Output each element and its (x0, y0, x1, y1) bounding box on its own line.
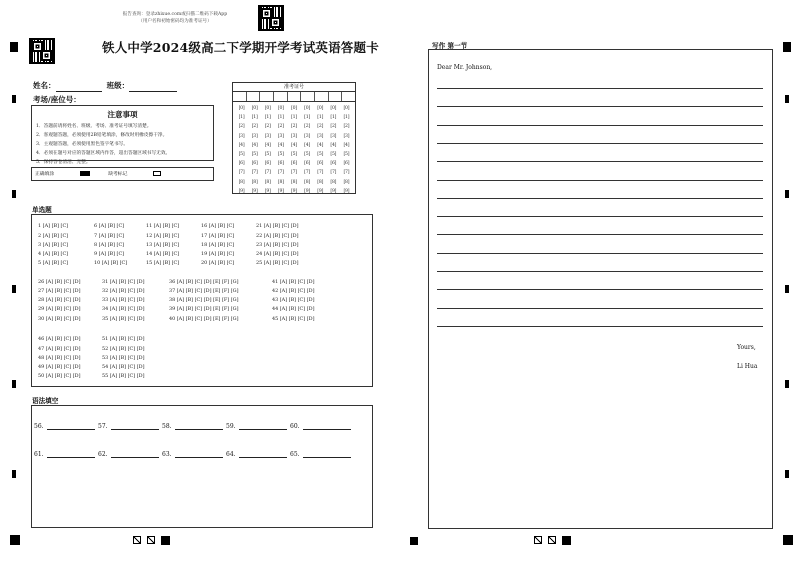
report-notice-line1: 报告查询：登录zhixue.com或扫描二维码下载App (122, 12, 228, 17)
mc-question[interactable]: 28 [A] [B] [C] [D] (38, 297, 81, 303)
gap-question-number: 57. (98, 423, 108, 430)
mc-question[interactable]: 22 [A] [B] [C] [D] (256, 233, 299, 239)
ticket-digit-bubble[interactable]: [0] (264, 106, 271, 111)
letter-closing: Yours, (737, 344, 756, 351)
writing-line[interactable] (437, 161, 763, 162)
ticket-digit-bubble[interactable]: [5] (291, 152, 297, 158)
absent-mark-label: 缺考标记 (108, 172, 128, 177)
mc-question[interactable]: 54 [A] [B] [C] [D] (102, 364, 145, 370)
ticket-digit-column[interactable] (248, 104, 261, 196)
ticket-digit-column[interactable] (235, 104, 248, 196)
writing-line[interactable] (437, 180, 763, 181)
ticket-digit-bubble[interactable]: [6] (317, 161, 324, 167)
ticket-digit-bubble[interactable]: [7] (251, 170, 258, 176)
ticket-digit-bubble[interactable]: [1] (304, 115, 311, 121)
ticket-digit-bubble[interactable]: [8] (264, 179, 271, 185)
gap-question-number: 59. (226, 423, 236, 430)
gap-question (34, 451, 95, 458)
registration-mark (785, 380, 789, 388)
gap-question (226, 423, 287, 430)
ticket-digit-bubble[interactable]: [7] (238, 170, 245, 176)
ticket-digit-bubble[interactable]: [5] (264, 152, 271, 158)
ticket-digit-bubble[interactable]: [3] (264, 133, 271, 139)
mc-question[interactable]: 26 [A] [B] [C] [D] (38, 279, 81, 285)
mc-question[interactable]: 13 [A] [B] [C] (146, 242, 180, 248)
gap-question-number: 65. (290, 451, 300, 458)
mc-question[interactable]: 11 [A] [B] [C] (146, 223, 180, 229)
student-qr-code-icon (29, 38, 55, 64)
mc-answer-box (31, 214, 373, 387)
ticket-digit-bubble[interactable]: [9] (291, 188, 297, 194)
ticket-digit-bubble[interactable]: [3] (343, 133, 350, 139)
mc-question[interactable]: 3 [A] [B] [C] (38, 242, 69, 248)
ticket-digit-bubble[interactable]: [9] (277, 188, 284, 194)
ticket-digit-bubble[interactable]: [4] (264, 142, 271, 148)
mc-question[interactable]: 30 [A] [B] [C] [D] (38, 316, 81, 322)
ticket-digit-bubble[interactable]: [9] (238, 188, 245, 194)
ticket-digit-bubble[interactable]: [7] (291, 170, 297, 176)
ticket-digit-column[interactable] (340, 104, 353, 196)
mc-question[interactable]: 44 [A] [B] [C] [D] (272, 306, 315, 312)
writing-line[interactable] (437, 88, 763, 89)
instruction-item: 2．客观题答题，必须使用2B铅笔填涂，修改时用橡皮擦干净。 (36, 133, 168, 138)
mc-question[interactable]: 12 [A] [B] [C] (146, 233, 180, 239)
ticket-digit-bubble[interactable]: [5] (238, 152, 245, 158)
ticket-digit-bubble[interactable]: [6] (264, 161, 271, 167)
mc-question[interactable]: 15 [A] [B] [C] (146, 260, 180, 266)
ticket-digit-column[interactable] (301, 104, 314, 196)
registration-mark (12, 95, 16, 103)
ticket-digit-bubble[interactable]: [1] (238, 115, 245, 121)
ticket-digit-bubble[interactable]: [5] (251, 152, 258, 158)
gap-answer-box (31, 405, 373, 528)
ticket-digit-bubble[interactable]: [1] (291, 115, 297, 121)
ticket-digit-bubble[interactable]: [2] (238, 124, 245, 130)
ticket-digit-bubble[interactable]: [4] (330, 142, 337, 148)
ticket-digit-bubble[interactable]: [8] (330, 179, 337, 185)
mc-question[interactable]: 8 [A] [B] [C] (94, 242, 125, 248)
ticket-digit-bubble[interactable]: [0] (277, 106, 284, 111)
gap-answer-line[interactable] (239, 423, 287, 430)
ticket-digit-bubble[interactable]: [8] (343, 179, 350, 185)
ticket-digit-bubble[interactable]: [2] (317, 124, 324, 130)
ticket-digit-bubble[interactable]: [0] (291, 106, 297, 111)
ticket-digit-bubble[interactable]: [0] (330, 106, 337, 111)
instruction-item: 3．主观题答题，必须使用黑色签字笔书写。 (36, 142, 129, 147)
mc-question[interactable]: 45 [A] [B] [C] [D] (272, 316, 315, 322)
gap-question-number: 56. (34, 423, 44, 430)
ticket-number-label: 准考证号 (233, 83, 355, 92)
instructions-box (31, 105, 214, 165)
ticket-number-write-row[interactable] (233, 92, 355, 102)
mc-question[interactable]: 53 [A] [B] [C] [D] (102, 355, 145, 361)
writing-answer-box[interactable] (428, 49, 773, 529)
mc-question[interactable]: 40 [A] [B] [C] [D] [E] [F] [G] (169, 316, 239, 322)
ticket-digit-bubble[interactable]: [1] (330, 115, 337, 121)
mc-question[interactable]: 29 [A] [B] [C] [D] (38, 306, 81, 312)
page-code-mark (534, 536, 542, 544)
ticket-digit-bubble[interactable]: [2] (291, 124, 297, 130)
mc-question[interactable]: 17 [A] [B] [C] (201, 233, 235, 239)
mc-question[interactable]: 1 [A] [B] [C] (38, 223, 69, 229)
ticket-digit-bubble[interactable]: [3] (238, 133, 245, 139)
ticket-digit-bubble[interactable]: [6] (330, 161, 337, 167)
ticket-digit-bubble[interactable]: [3] (330, 133, 337, 139)
mc-question[interactable]: 10 [A] [B] [C] (94, 260, 128, 266)
writing-line[interactable] (437, 143, 763, 144)
ticket-digit-bubble[interactable]: [4] (317, 142, 324, 148)
mc-question[interactable]: 55 [A] [B] [C] [D] (102, 373, 145, 379)
gap-question-number: 60. (290, 423, 300, 430)
mc-question[interactable]: 37 [A] [B] [C] [D] [E] [F] [G] (169, 288, 239, 294)
mc-question[interactable]: 14 [A] [B] [C] (146, 251, 180, 257)
mc-question[interactable]: 34 [A] [B] [C] [D] (102, 306, 145, 312)
gap-answer-line[interactable] (47, 423, 95, 430)
ticket-digit-bubble[interactable]: [1] (343, 115, 350, 121)
ticket-digit-bubble[interactable]: [8] (251, 179, 258, 185)
mc-question[interactable]: 41 [A] [B] [C] [D] (272, 279, 315, 285)
instruction-item: 1．答题前请将姓名、班级、考场、准考证号填写清楚。 (36, 124, 152, 129)
ticket-digit-bubble[interactable]: [6] (304, 161, 311, 167)
page-title: 铁人中学2024级高二下学期开学考试英语答题卡 (102, 40, 379, 55)
gap-section-title: 语法填空 (32, 397, 59, 405)
ticket-digit-bubble[interactable]: [8] (304, 179, 311, 185)
mc-question[interactable]: 4 [A] [B] [C] (38, 251, 69, 257)
ticket-digit-bubble[interactable]: [7] (264, 170, 271, 176)
writing-line[interactable] (437, 271, 763, 272)
ticket-digit-column[interactable] (274, 104, 287, 196)
ticket-digit-bubble[interactable]: [3] (291, 133, 297, 139)
ticket-digit-bubble[interactable]: [2] (343, 124, 350, 130)
ticket-digit-bubble[interactable]: [3] (317, 133, 324, 139)
ticket-digit-bubble[interactable]: [6] (238, 161, 245, 167)
gap-question-number: 62. (98, 451, 108, 458)
writing-line[interactable] (437, 289, 763, 290)
mc-question[interactable]: 31 [A] [B] [C] [D] (102, 279, 145, 285)
class-label: 班级： (106, 81, 130, 90)
registration-mark (12, 285, 16, 293)
gap-question (290, 423, 351, 430)
mc-question[interactable]: 18 [A] [B] [C] (201, 242, 235, 248)
registration-mark (10, 42, 18, 52)
registration-mark (12, 190, 16, 198)
page-code-mark (562, 536, 571, 545)
ticket-digit-bubble[interactable]: [6] (251, 161, 258, 167)
ticket-digit-bubble[interactable]: [3] (251, 133, 258, 139)
ticket-digit-bubble[interactable]: [1] (277, 115, 284, 121)
ticket-digit-bubble[interactable]: [2] (304, 124, 311, 130)
ticket-digit-bubble[interactable]: [7] (330, 170, 337, 176)
ticket-digit-bubble[interactable]: [8] (277, 179, 284, 185)
gap-question-number: 58. (162, 423, 172, 430)
mc-question[interactable]: 50 [A] [B] [C] [D] (38, 373, 81, 379)
writing-section-title: 写作 第一节 (432, 42, 468, 50)
page-code-mark (147, 536, 155, 544)
ticket-digit-bubble[interactable]: [6] (343, 161, 350, 167)
mc-question[interactable]: 5 [A] [B] [C] (38, 260, 69, 266)
registration-mark (12, 380, 16, 388)
registration-mark (783, 535, 793, 545)
registration-mark (410, 537, 418, 545)
ticket-digit-bubble[interactable]: [4] (343, 142, 350, 148)
gap-question (162, 423, 223, 430)
gap-question (162, 451, 223, 458)
report-notice-line2: （用户名和初始密码均为准考证号） (138, 19, 212, 24)
ticket-digit-bubble[interactable]: [7] (343, 170, 350, 176)
writing-line[interactable] (437, 253, 763, 254)
ticket-digit-bubble[interactable]: [9] (317, 188, 324, 194)
ticket-digit-bubble[interactable]: [6] (291, 161, 297, 167)
ticket-digit-bubble[interactable]: [2] (251, 124, 258, 130)
registration-mark (785, 95, 789, 103)
ticket-digit-bubble[interactable]: [7] (277, 170, 284, 176)
letter-signature: Li Hua (737, 363, 758, 370)
ticket-digit-bubble[interactable]: [9] (251, 188, 258, 194)
writing-line[interactable] (437, 234, 763, 235)
mc-question[interactable]: 49 [A] [B] [C] [D] (38, 364, 81, 370)
ticket-number-grid (232, 82, 356, 194)
registration-mark (785, 190, 789, 198)
mc-question[interactable]: 47 [A] [B] [C] [D] (38, 346, 81, 352)
ticket-digit-column[interactable] (327, 104, 340, 196)
gap-question (34, 423, 95, 430)
mc-question[interactable]: 27 [A] [B] [C] [D] (38, 288, 81, 294)
ticket-bubble-columns[interactable] (233, 102, 355, 196)
ticket-digit-bubble[interactable]: [5] (277, 152, 284, 158)
registration-mark (10, 535, 20, 545)
mc-question[interactable]: 25 [A] [B] [C] [D] (256, 260, 299, 266)
ticket-digit-bubble[interactable]: [4] (251, 142, 258, 148)
instructions-title: 注意事项 (107, 110, 138, 119)
mc-question[interactable]: 51 [A] [B] [C] [D] (102, 336, 145, 342)
mc-question[interactable]: 2 [A] [B] [C] (38, 233, 69, 239)
ticket-digit-bubble[interactable]: [2] (277, 124, 284, 130)
mc-question[interactable]: 7 [A] [B] [C] (94, 233, 125, 239)
mc-question[interactable]: 43 [A] [B] [C] [D] (272, 297, 315, 303)
ticket-digit-bubble[interactable]: [2] (264, 124, 271, 130)
ticket-digit-bubble[interactable]: [8] (291, 179, 297, 185)
mc-question[interactable]: 9 [A] [B] [C] (94, 251, 125, 257)
ticket-digit-bubble[interactable]: [5] (317, 152, 324, 158)
app-qr-code-icon (258, 5, 284, 31)
registration-mark (783, 42, 791, 52)
ticket-digit-bubble[interactable]: [0] (317, 106, 324, 111)
mc-question[interactable]: 33 [A] [B] [C] [D] (102, 297, 145, 303)
gap-question-number: 63. (162, 451, 172, 458)
ticket-digit-bubble[interactable]: [0] (343, 106, 350, 111)
ticket-digit-bubble[interactable]: [9] (304, 188, 311, 194)
mc-question[interactable]: 32 [A] [B] [C] [D] (102, 288, 145, 294)
mc-question[interactable]: 21 [A] [B] [C] [D] (256, 223, 299, 229)
writing-line[interactable] (437, 106, 763, 107)
page-code-mark (548, 536, 556, 544)
registration-mark (785, 285, 789, 293)
marking-legend (31, 167, 214, 181)
registration-mark (785, 470, 789, 478)
mc-question[interactable]: 52 [A] [B] [C] [D] (102, 346, 145, 352)
mc-question[interactable]: 24 [A] [B] [C] [D] (256, 251, 299, 257)
gap-question (98, 423, 159, 430)
gap-answer-line[interactable] (175, 451, 223, 458)
ticket-digit-bubble[interactable]: [0] (251, 106, 258, 111)
mc-question[interactable]: 6 [A] [B] [C] (94, 223, 125, 229)
ticket-digit-bubble[interactable]: [4] (304, 142, 311, 148)
registration-mark (12, 470, 16, 478)
gap-question-number: 61. (34, 451, 44, 458)
ticket-digit-bubble[interactable]: [5] (304, 152, 311, 158)
room-seat-row (33, 87, 141, 106)
gap-answer-line[interactable] (47, 451, 95, 458)
mc-question[interactable]: 23 [A] [B] [C] [D] (256, 242, 299, 248)
ticket-digit-bubble[interactable]: [9] (264, 188, 271, 194)
gap-answer-line[interactable] (303, 423, 351, 430)
correct-fill-label: 正确填涂 (35, 172, 55, 177)
mc-question[interactable]: 20 [A] [B] [C] (201, 260, 235, 266)
gap-question (226, 451, 287, 458)
ticket-digit-bubble[interactable]: [0] (238, 106, 245, 111)
ticket-digit-bubble[interactable]: [3] (304, 133, 311, 139)
gap-question-number: 64. (226, 451, 236, 458)
mc-question[interactable]: 35 [A] [B] [C] [D] (102, 316, 145, 322)
letter-greeting: Dear Mr. Johnson, (437, 64, 493, 71)
gap-answer-line[interactable] (303, 451, 351, 458)
ticket-digit-bubble[interactable]: [6] (277, 161, 284, 167)
writing-line[interactable] (437, 125, 763, 126)
gap-answer-line[interactable] (111, 423, 159, 430)
ticket-digit-bubble[interactable]: [4] (291, 142, 297, 148)
gap-answer-line[interactable] (175, 423, 223, 430)
gap-question (290, 451, 351, 458)
ticket-digit-bubble[interactable]: [8] (238, 179, 245, 185)
ticket-digit-bubble[interactable]: [4] (277, 142, 284, 148)
ticket-digit-bubble[interactable]: [9] (330, 188, 337, 194)
mc-question[interactable]: 46 [A] [B] [C] [D] (38, 336, 81, 342)
ticket-digit-bubble[interactable]: [2] (330, 124, 337, 130)
writing-line[interactable] (437, 308, 763, 309)
page-code-mark (133, 536, 141, 544)
ticket-digit-bubble[interactable]: [3] (277, 133, 284, 139)
mc-question[interactable]: 48 [A] [B] [C] [D] (38, 355, 81, 361)
ticket-digit-column[interactable] (287, 104, 300, 196)
absent-mark-box[interactable] (153, 171, 161, 176)
ticket-digit-bubble[interactable]: [7] (304, 170, 311, 176)
ticket-digit-bubble[interactable]: [4] (238, 142, 245, 148)
mc-question[interactable]: 19 [A] [B] [C] (201, 251, 235, 257)
ticket-digit-bubble[interactable]: [0] (304, 106, 311, 111)
ticket-digit-bubble[interactable]: [9] (343, 188, 350, 194)
ticket-digit-bubble[interactable]: [5] (343, 152, 350, 158)
mc-question[interactable]: 38 [A] [B] [C] [D] [E] [F] [G] (169, 297, 239, 303)
ticket-digit-bubble[interactable]: [7] (317, 170, 324, 176)
report-notice (100, 11, 250, 25)
page-code-mark (161, 536, 170, 545)
gap-question (98, 451, 159, 458)
ticket-digit-bubble[interactable]: [8] (317, 179, 324, 185)
instruction-item: 5．保持答卷清洁、完整。 (36, 160, 91, 165)
ticket-digit-column[interactable] (261, 104, 274, 196)
gap-answer-line[interactable] (111, 451, 159, 458)
name-label: 姓名： (33, 81, 56, 90)
mc-question[interactable]: 39 [A] [B] [C] [D] [E] [F] [G] (169, 306, 239, 312)
instruction-item: 4．必须在题号对应的答题区域内作答，超出答题区域书写无效。 (36, 151, 171, 156)
ticket-digit-bubble[interactable]: [1] (251, 115, 258, 121)
ticket-digit-column[interactable] (314, 104, 327, 196)
room-seat-label: 考场/座位号： (33, 95, 81, 104)
writing-line[interactable] (437, 326, 763, 327)
mc-question[interactable]: 36 [A] [B] [C] [D] [E] [F] [G] (169, 279, 239, 285)
mc-question[interactable]: 16 [A] [B] [C] (201, 223, 235, 229)
correct-fill-sample (80, 171, 90, 176)
ticket-digit-bubble[interactable]: [1] (317, 115, 324, 121)
mc-question[interactable]: 42 [A] [B] [C] [D] (272, 288, 315, 294)
gap-answer-line[interactable] (239, 451, 287, 458)
writing-line[interactable] (437, 198, 763, 199)
writing-line[interactable] (437, 216, 763, 217)
ticket-digit-bubble[interactable]: [1] (264, 115, 271, 121)
ticket-digit-bubble[interactable]: [5] (330, 152, 337, 158)
mc-section-title: 单选题 (32, 206, 52, 214)
